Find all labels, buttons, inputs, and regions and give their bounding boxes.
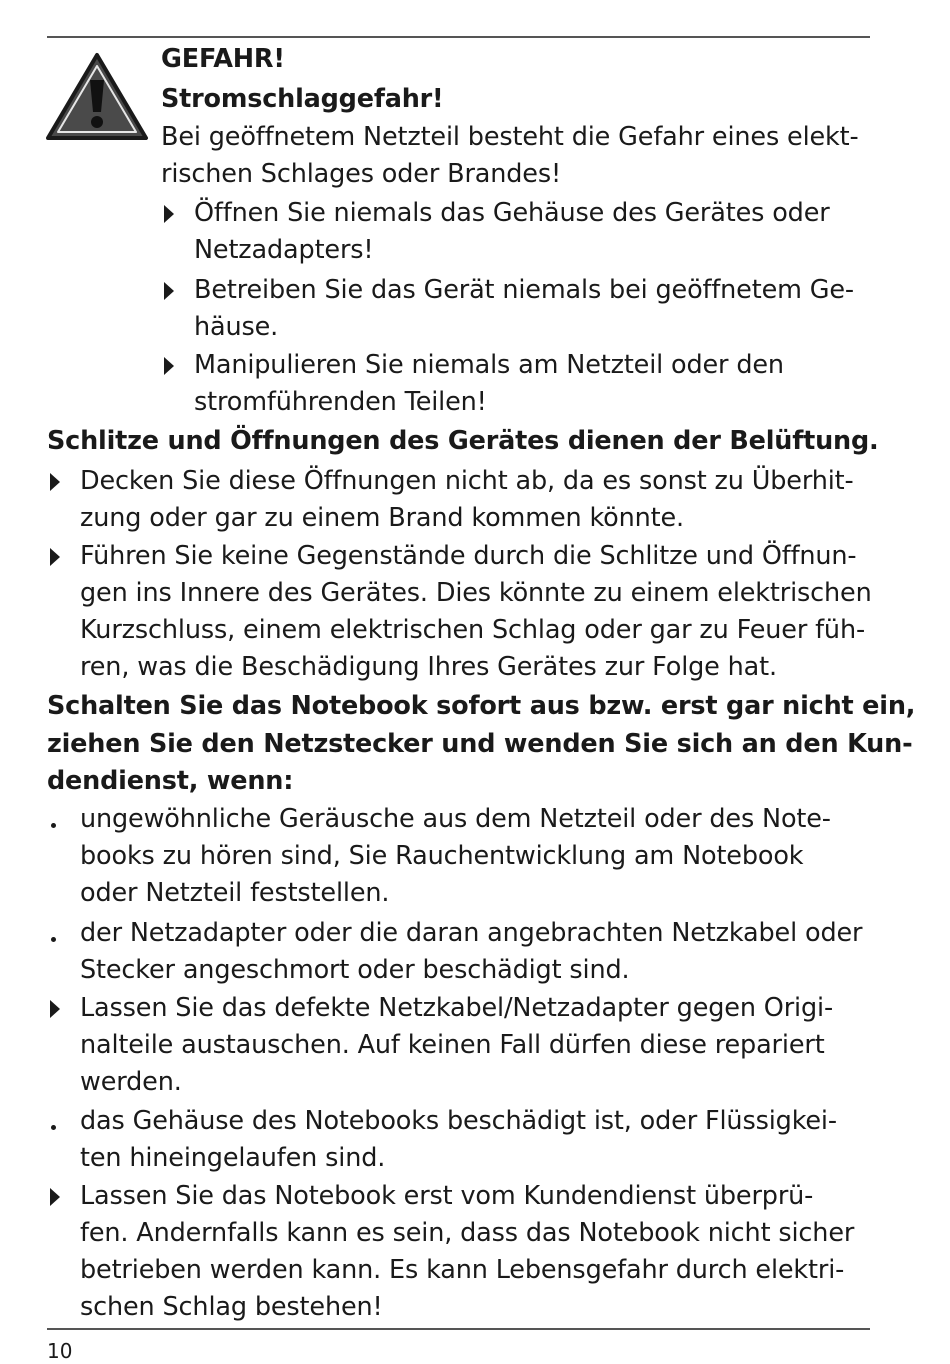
triangle-bullet-icon	[164, 205, 174, 223]
warning-subtitle: Stromschlaggefahr!	[161, 84, 444, 114]
bottom-rule	[47, 1328, 870, 1330]
triangle-bullet-icon	[164, 282, 174, 300]
shutdown-item-line: schen Schlag bestehen!	[80, 1292, 383, 1322]
warning-item-line: Öffnen Sie niemals das Gehäuse des Gerätes oder	[194, 198, 830, 228]
warning-item-line: häuse.	[194, 312, 279, 342]
warning-item-line: Betreiben Sie das Gerät niemals bei geöffnetem Ge-	[194, 275, 854, 305]
warning-title: GEFAHR!	[161, 44, 285, 74]
shutdown-item-line: Stecker angeschmort oder beschädigt sind.	[80, 955, 630, 985]
shutdown-item-line: Lassen Sie das Notebook erst vom Kundendienst überprü-	[80, 1181, 814, 1211]
page-number: 10	[47, 1339, 73, 1363]
ventilation-heading: Schlitze und Öffnungen des Gerätes dienen der Belüftung.	[47, 426, 879, 456]
ventilation-item-line: gen ins Innere des Gerätes. Dies könnte zu einem elektrischen	[80, 578, 872, 608]
warning-item-line: Manipulieren Sie niemals am Netzteil oder den	[194, 350, 784, 380]
shutdown-item-line: ungewöhnliche Geräusche aus dem Netzteil oder des Note-	[80, 804, 831, 834]
shutdown-item-line: oder Netzteil feststellen.	[80, 878, 390, 908]
shutdown-item-line: ten hineingelaufen sind.	[80, 1143, 386, 1173]
shutdown-item-line: betrieben werden kann. Es kann Lebensgefahr durch elektri-	[80, 1255, 845, 1285]
shutdown-heading-line: dendienst, wenn:	[47, 766, 294, 796]
shutdown-item-line: werden.	[80, 1067, 182, 1097]
ventilation-item-line: zung oder gar zu einem Brand kommen könnte.	[80, 503, 684, 533]
shutdown-heading-line: ziehen Sie den Netzstecker und wenden Sie sich an den Kun-	[47, 729, 913, 759]
shutdown-item-line: Lassen Sie das defekte Netzkabel/Netzadapter gegen Origi-	[80, 993, 834, 1023]
shutdown-item-line: das Gehäuse des Notebooks beschädigt ist, oder Flüssigkei-	[80, 1106, 837, 1136]
ventilation-item-line: Führen Sie keine Gegenstände durch die Schlitze und Öffnun-	[80, 541, 857, 571]
ventilation-item-line: Decken Sie diese Öffnungen nicht ab, da es sonst zu Überhit-	[80, 466, 854, 496]
shutdown-item-line: nalteile austauschen. Auf keinen Fall dürfen diese repariert	[80, 1030, 825, 1060]
triangle-bullet-icon	[50, 548, 60, 566]
ventilation-item-line: ren, was die Beschädigung Ihres Gerätes zur Folge hat.	[80, 652, 777, 682]
warning-item-line: Netzadapters!	[194, 235, 374, 265]
shutdown-item-line: fen. Andernfalls kann es sein, dass das Notebook nicht sicher	[80, 1218, 855, 1248]
top-rule	[47, 36, 870, 38]
shutdown-item-line: der Netzadapter oder die daran angebrachten Netzkabel oder	[80, 918, 863, 948]
triangle-bullet-icon	[164, 357, 174, 375]
shutdown-heading-line: Schalten Sie das Notebook sofort aus bzw. erst gar nicht ein,	[47, 691, 916, 721]
triangle-bullet-icon	[50, 1188, 60, 1206]
triangle-bullet-icon	[50, 473, 60, 491]
shutdown-item-line: books zu hören sind, Sie Rauchentwicklung am Notebook	[80, 841, 804, 871]
dot-bullet-icon	[51, 937, 56, 942]
warning-text-line: Bei geöffnetem Netzteil besteht die Gefahr eines elekt-	[161, 122, 859, 152]
ventilation-item-line: Kurzschluss, einem elektrischen Schlag oder gar zu Feuer füh-	[80, 615, 866, 645]
warning-text-line: rischen Schlages oder Brandes!	[161, 159, 562, 189]
warning-item-line: stromführenden Teilen!	[194, 387, 487, 417]
triangle-bullet-icon	[50, 1000, 60, 1018]
dot-bullet-icon	[51, 823, 56, 828]
dot-bullet-icon	[51, 1125, 56, 1130]
warning-triangle-icon	[45, 52, 149, 142]
